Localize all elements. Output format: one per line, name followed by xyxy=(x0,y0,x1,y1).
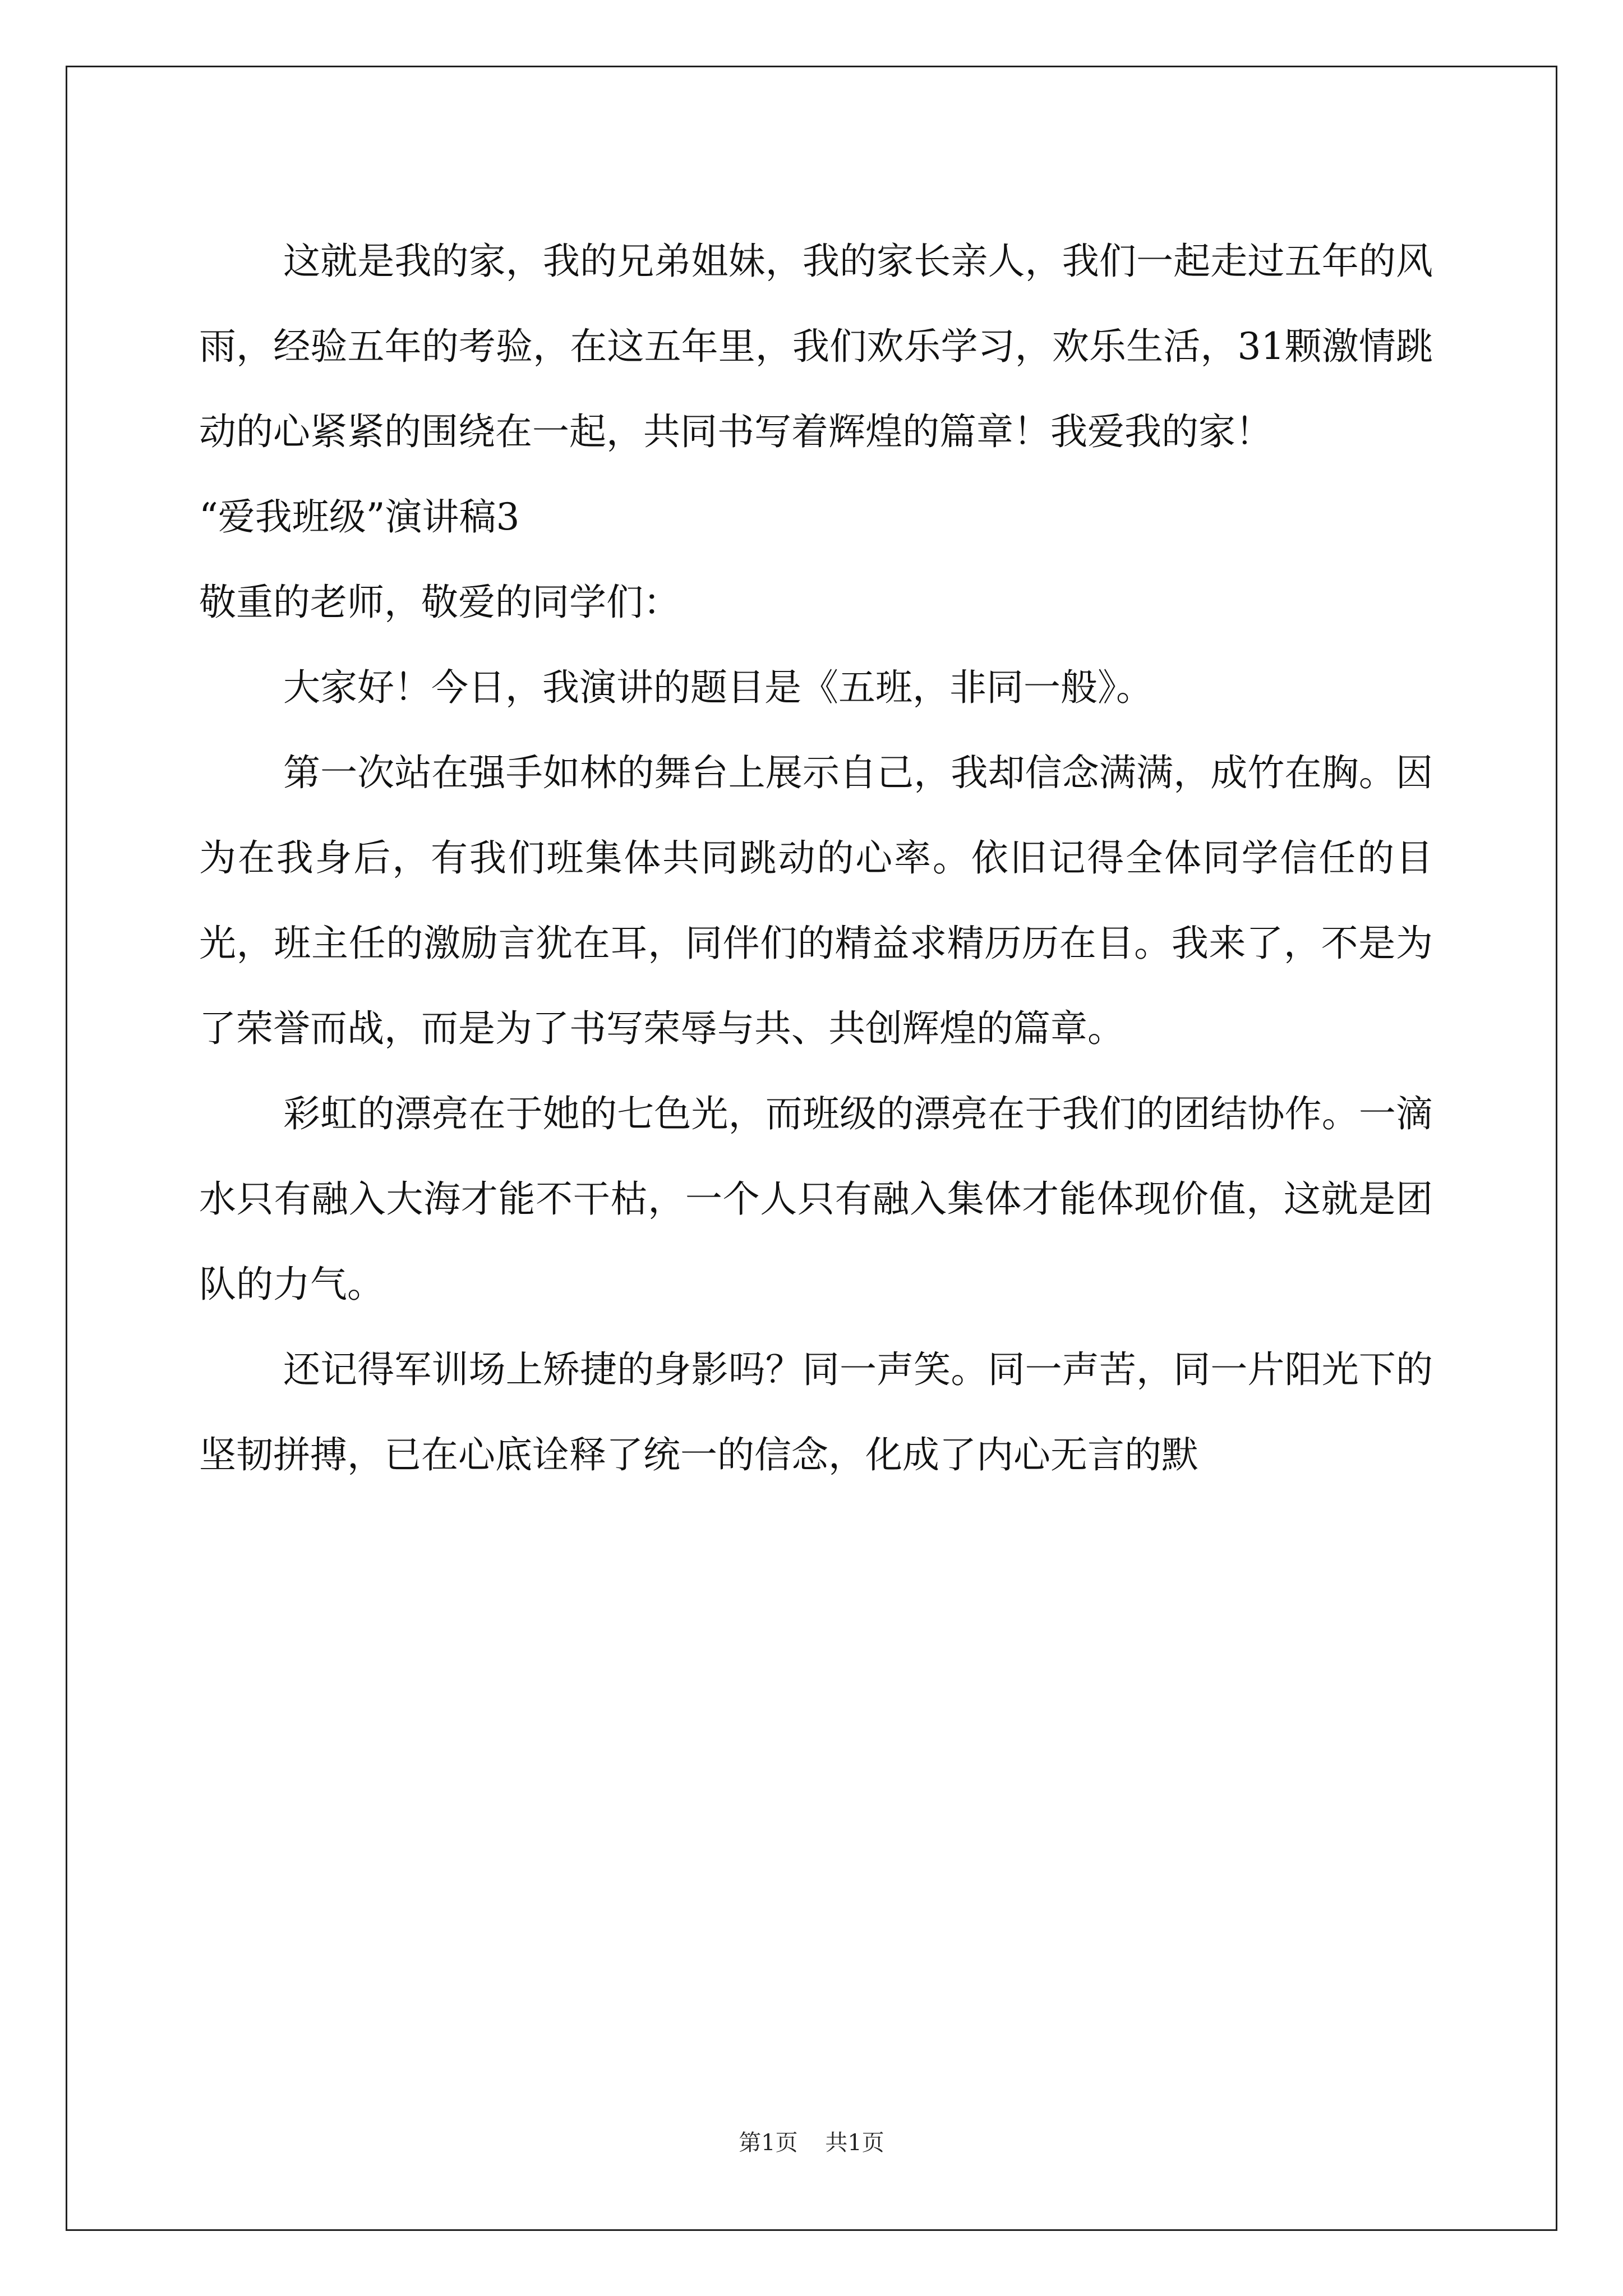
page-total: 共1页 xyxy=(825,2130,884,2156)
page-number: 第1页 xyxy=(739,2130,798,2156)
salutation: 敬重的老师，敬爱的同学们： xyxy=(199,581,680,624)
document-body xyxy=(199,219,1433,1498)
page-footer xyxy=(0,2129,1623,2157)
paragraph-family: 这就是我的家，我的兄弟姐妹，我的家长亲人，我们一起走过五年的风雨，经验五年的考验，在这五年里，我们欢乐学习，欢乐生活，31颗激情跳动的心紧紧的围绕在一起，共同书写着辉煌的篇章！我爱我的家！ xyxy=(199,240,1433,453)
paragraph-rainbow: 彩虹的漂亮在于她的七色光，而班级的漂亮在于我们的团结协作。一滴水只有融入大海才能不干枯，一个人只有融入集体才能体现价值，这就是团队的力气。 xyxy=(199,1092,1433,1306)
paragraph-greeting: 大家好！今日，我演讲的题目是《五班，非同一般》。 xyxy=(283,666,1153,709)
paragraph-military-training: 还记得军训场上矫捷的身影吗？同一声笑。同一声苦，同一片阳光下的坚韧拼搏，已在心底诠释了统一的信念，化成了内心无言的默 xyxy=(199,1348,1433,1476)
paragraph-stage: 第一次站在强手如林的舞台上展示自己，我却信念满满，成竹在胸。因为在我身后，有我们班集体共同跳动的心率。依旧记得全体同学信任的目光，班主任的激励言犹在耳，同伴们的精益求精历历在目。我来了，不是为了荣誉而战，而是为了书写荣辱与共、共创辉煌的篇章。 xyxy=(199,751,1433,1050)
speech-title: “爱我班级”演讲稿3 xyxy=(199,495,520,539)
